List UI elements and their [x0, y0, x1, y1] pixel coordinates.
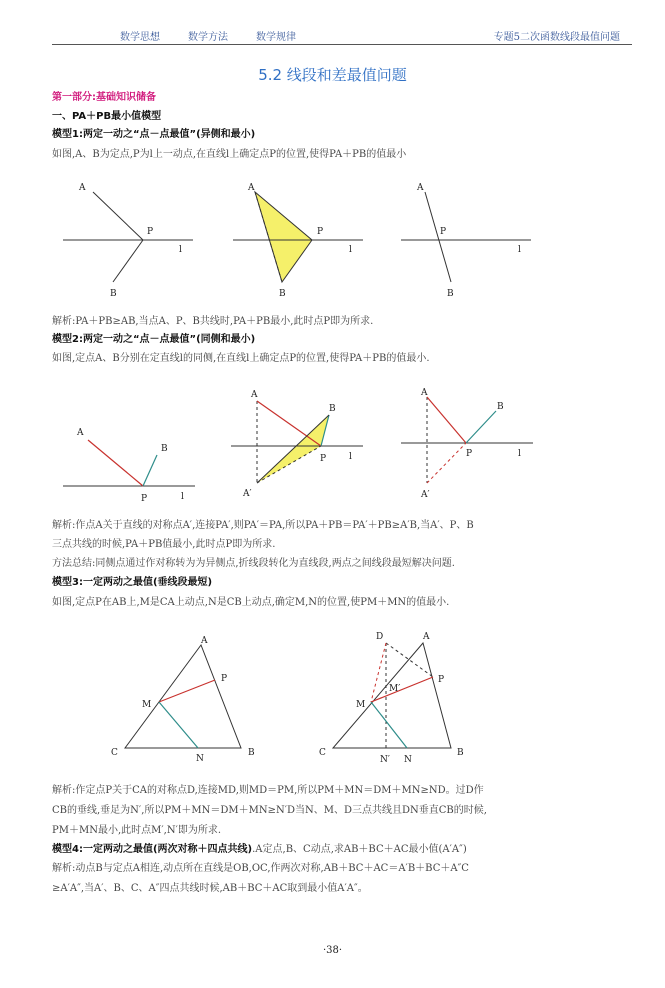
- segment-mn: [371, 702, 407, 748]
- segment-ap-reflected: [257, 446, 321, 483]
- segment-a-prime-b: [257, 415, 329, 483]
- label-n-prime: N′: [380, 755, 390, 765]
- label-p: P: [438, 675, 445, 685]
- label-a-prime: A′: [421, 490, 430, 500]
- label-a-prime: A′: [243, 489, 252, 499]
- segment-dm-dashed: [371, 643, 386, 702]
- page-number: ·38·: [322, 945, 343, 956]
- model3-analysis-line2: CB的垂线,垂足为N′,所以PM＋MN＝DM＋MN≥N′D当N、M、D三点共线且DN垂直CB的时候,: [52, 805, 487, 816]
- label-p: P: [141, 494, 148, 504]
- segment-ab: [425, 192, 451, 282]
- model3-heading: 模型3:一定两动之最值(垂线段最短): [52, 577, 213, 588]
- label-p: P: [466, 449, 473, 459]
- model2-analysis-line1: 解析:作点A关于直线的对称点A′,连接PA′,则PA′＝PA,所以PA＋PB＝PA′＋PB≥A′B,当A′、P、B: [52, 520, 474, 531]
- label-b: B: [457, 748, 464, 758]
- label-a: A: [248, 183, 255, 193]
- label-l: l: [181, 492, 184, 502]
- model2-heading: 模型2:两定一动之“点－点最值”(同侧和最小): [52, 334, 256, 345]
- label-p: P: [440, 227, 447, 237]
- model3-figure-1: [111, 636, 255, 764]
- segment-ap: [427, 397, 466, 443]
- segment-dp-dashed: [386, 643, 433, 677]
- page-header: [52, 28, 632, 48]
- model2-figure-3: [401, 388, 533, 500]
- label-b: B: [110, 289, 117, 299]
- label-b: B: [161, 444, 168, 454]
- triangle-abc: [333, 643, 451, 748]
- label-a: A: [77, 428, 84, 438]
- label-m: M: [142, 700, 152, 710]
- header-topic: 专题5二次函数线段最值问题: [493, 32, 620, 43]
- triangle-apb: [255, 192, 312, 282]
- segment-ap: [93, 192, 143, 240]
- label-a: A: [423, 632, 430, 642]
- label-l: l: [179, 245, 182, 255]
- label-b: B: [447, 289, 454, 299]
- model4-heading: 模型4:一定两动之最值(两次对称＋四点共线): [52, 844, 253, 855]
- model2-figures: [55, 385, 635, 510]
- model1-figure-3: [401, 183, 531, 299]
- model1-heading: 模型1:两定一动之“点－点最值”(异侧和最小): [52, 129, 256, 140]
- segment-mp: [371, 677, 433, 702]
- header-tag-2: 数学方法: [188, 32, 228, 43]
- model2-summary: 方法总结:同侧点通过作对称转为为异侧点,折线段转化为直线段,两点之间线段最短解决问题.: [52, 558, 455, 569]
- label-p: P: [317, 227, 324, 237]
- model2-figure-2: [231, 390, 363, 499]
- model4-description: .A定点,B、C动点,求AB＋BC＋AC最小值(A′A″): [252, 844, 467, 855]
- model1-figures: [55, 178, 635, 303]
- page-title: 5.2 线段和差最值问题: [258, 66, 407, 84]
- label-b: B: [279, 289, 286, 299]
- model2-figure-1: [63, 428, 195, 504]
- model2-analysis-line2: 三点共线的时候,PA＋PB值最小,此时点P即为所求.: [52, 539, 276, 550]
- label-a: A: [79, 183, 86, 193]
- model3-analysis-line3: PM＋MN最小,此时点M′,N′即为所求.: [52, 825, 222, 836]
- label-d: D: [376, 632, 384, 642]
- label-b: B: [329, 404, 336, 414]
- label-p: P: [221, 674, 228, 684]
- header-tag-3: 数学规律: [256, 32, 296, 43]
- label-n: N: [404, 755, 412, 765]
- model3-figure-2: [319, 632, 464, 765]
- section-heading: 一、PA＋PB最小值模型: [52, 111, 162, 122]
- label-l: l: [349, 452, 352, 462]
- segment-ap: [88, 440, 143, 486]
- model2-description: 如图,定点A、B分别在定直线l的同侧,在直线l上确定点P的位置,使得PA＋PB的值最小.: [52, 353, 430, 364]
- model1-description: 如图,A、B为定点,P为l上一动点,在直线l上确定点P的位置,使得PA＋PB的值最小: [52, 149, 407, 160]
- label-m-prime: M′: [389, 684, 401, 694]
- model1-analysis: 解析:PA＋PB≥AB,当点A、P、B共线时,PA＋PB最小,此时点P即为所求.: [52, 316, 374, 327]
- model4-heading-row: [52, 843, 467, 857]
- segment-pb: [466, 411, 496, 443]
- label-c: C: [319, 748, 326, 758]
- label-a: A: [417, 183, 424, 193]
- label-b: B: [248, 748, 255, 758]
- model1-figure-1: [63, 183, 193, 299]
- label-m: M: [356, 700, 366, 710]
- model3-analysis-line1: 解析:作定点P关于CA的对称点D,连接MD,则MD＝PM,所以PM＋MN＝DM＋MN≥ND。过D作: [52, 785, 484, 796]
- triangle-abc: [125, 645, 241, 748]
- segment-pb: [113, 240, 143, 282]
- label-c: C: [111, 748, 118, 758]
- header-tag-1: 数学思想: [120, 32, 160, 43]
- label-b: B: [497, 402, 504, 412]
- model3-figures: [55, 625, 635, 770]
- label-l: l: [518, 245, 521, 255]
- label-l: l: [349, 245, 352, 255]
- label-p: P: [320, 454, 327, 464]
- model4-analysis-line1: 解析:动点B与定点A相连,动点所在直线是OB,OC,作两次对称,AB＋BC＋AC＝A′B＋BC＋A″C: [52, 863, 469, 874]
- label-a: A: [201, 636, 208, 646]
- segment-pb: [143, 455, 157, 486]
- header-rule: [52, 44, 632, 45]
- label-l: l: [518, 449, 521, 459]
- segment-mn: [159, 702, 198, 748]
- segment-ap: [257, 401, 321, 446]
- part-heading: 第一部分:基础知识储备: [52, 92, 156, 103]
- model1-figure-2: [233, 183, 363, 299]
- label-n: N: [196, 754, 204, 764]
- label-a: A: [421, 388, 428, 398]
- label-a: A: [251, 390, 258, 400]
- model3-description: 如图,定点P在AB上,M是CA上动点,N是CB上动点,确定M,N的位置,使PM＋MN的值最小.: [52, 597, 450, 608]
- model4-analysis-line2: ≥A′A″,当A′、B、C、A″四点共线时候,AB＋BC＋AC取到最小值A′A″。: [52, 883, 368, 894]
- segment-a-prime-p: [427, 443, 466, 483]
- label-p: P: [147, 227, 154, 237]
